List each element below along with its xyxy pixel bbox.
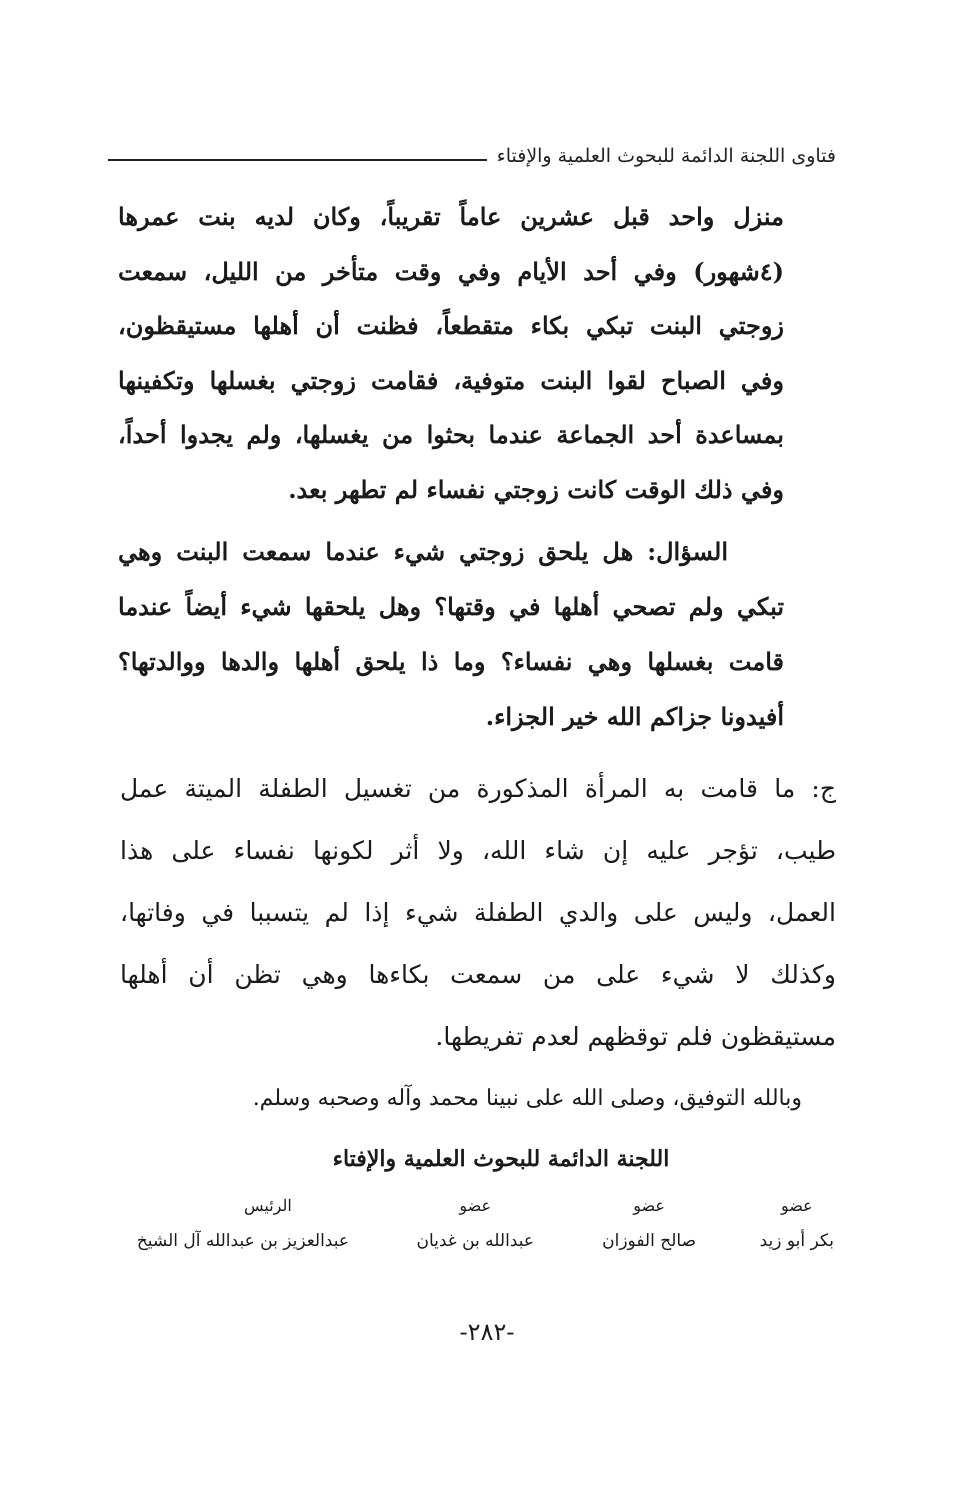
signatory bbox=[416, 1196, 534, 1251]
question-line: وفي ذلك الوقت كانت زوجتي نفساء لم تطهر بعد. bbox=[288, 474, 784, 504]
question-line: بمساعدة أحد الجماعة عندما بحثوا من يغسلها، ولم يجدوا أحداً، bbox=[118, 420, 784, 449]
answer-paragraph bbox=[120, 758, 836, 1068]
signatory-name: بكر أبو زيد bbox=[759, 1231, 834, 1251]
signatory-name: عبدالعزيز بن عبدالله آل الشيخ bbox=[136, 1231, 349, 1251]
answer-line: العمل، وليس على والدي الطفلة شيء إذا لم يتسببا في وفاتها، bbox=[120, 898, 836, 927]
running-header bbox=[108, 136, 836, 176]
signatory-name: صالح الفوزان bbox=[602, 1231, 696, 1251]
question-line: (٤شهور) وفي أحد الأيام وفي وقت متأخر من الليل، سمعت bbox=[118, 256, 784, 286]
signatory bbox=[602, 1196, 696, 1251]
signatory-role: الرئيس bbox=[244, 1196, 292, 1215]
question-line: أفيدونا جزاكم الله خير الجزاء. bbox=[485, 702, 784, 731]
signatory-president bbox=[137, 1196, 349, 1251]
closing-prayer: وبالله التوفيق، وصلى الله على نبينا محمد وآله وصحبه وسلم. bbox=[252, 1086, 802, 1111]
answer-line: طيب، تؤجر عليه إن شاء الله، ولا أثر لكونها نفساء على هذا bbox=[120, 836, 836, 865]
question-narrative bbox=[118, 190, 784, 517]
signatory-role: عضو bbox=[780, 1196, 813, 1215]
question-line: زوجتي البنت تبكي بكاء متقطعاً، فظنت أن أهلها مستيقظون، bbox=[118, 311, 784, 340]
signatory-role: عضو bbox=[633, 1196, 665, 1215]
signatory-name: عبدالله بن غديان bbox=[416, 1231, 534, 1251]
page-number: -٢٨٢- bbox=[459, 1318, 515, 1346]
question-line: وفي الصباح لقوا البنت متوفية، فقامت زوجتي بغسلها وتكفينها bbox=[118, 365, 784, 395]
question-line: قامت بغسلها وهي نفساء؟ وما ذا يلحق أهلها والدها ووالدتها؟ bbox=[118, 647, 784, 676]
question-line: منزل واحد قبل عشرين عاماً تقريباً، وكان لديه بنت عمرها bbox=[118, 202, 784, 231]
header-rule bbox=[108, 159, 487, 161]
signatory bbox=[760, 1196, 834, 1251]
signatory-role: عضو bbox=[459, 1196, 492, 1215]
question-line: تبكي ولم تصحي أهلها في وقتها؟ وهل يلحقها شيء أيضاً عندما bbox=[118, 592, 784, 621]
answer-line: ج: ما قامت به المرأة المذكورة من تغسيل الطفلة الميتة عمل bbox=[120, 774, 836, 803]
question-asked bbox=[118, 524, 784, 744]
question-line: السؤال: هل يلحق زوجتي شيء عندما سمعت البنت وهي bbox=[118, 537, 728, 566]
running-title: فتاوى اللجنة الدائمة للبحوث العلمية والإفتاء bbox=[496, 145, 836, 167]
committee-name: اللجنة الدائمة للبحوث العلمية والإفتاء bbox=[332, 1146, 670, 1172]
answer-line: وكذلك لا شيء على من سمعت بكاءها وهي تظن أن أهلها bbox=[120, 960, 836, 989]
answer-line: مستيقظون فلم توقظهم لعدم تفريطها. bbox=[435, 1022, 836, 1051]
